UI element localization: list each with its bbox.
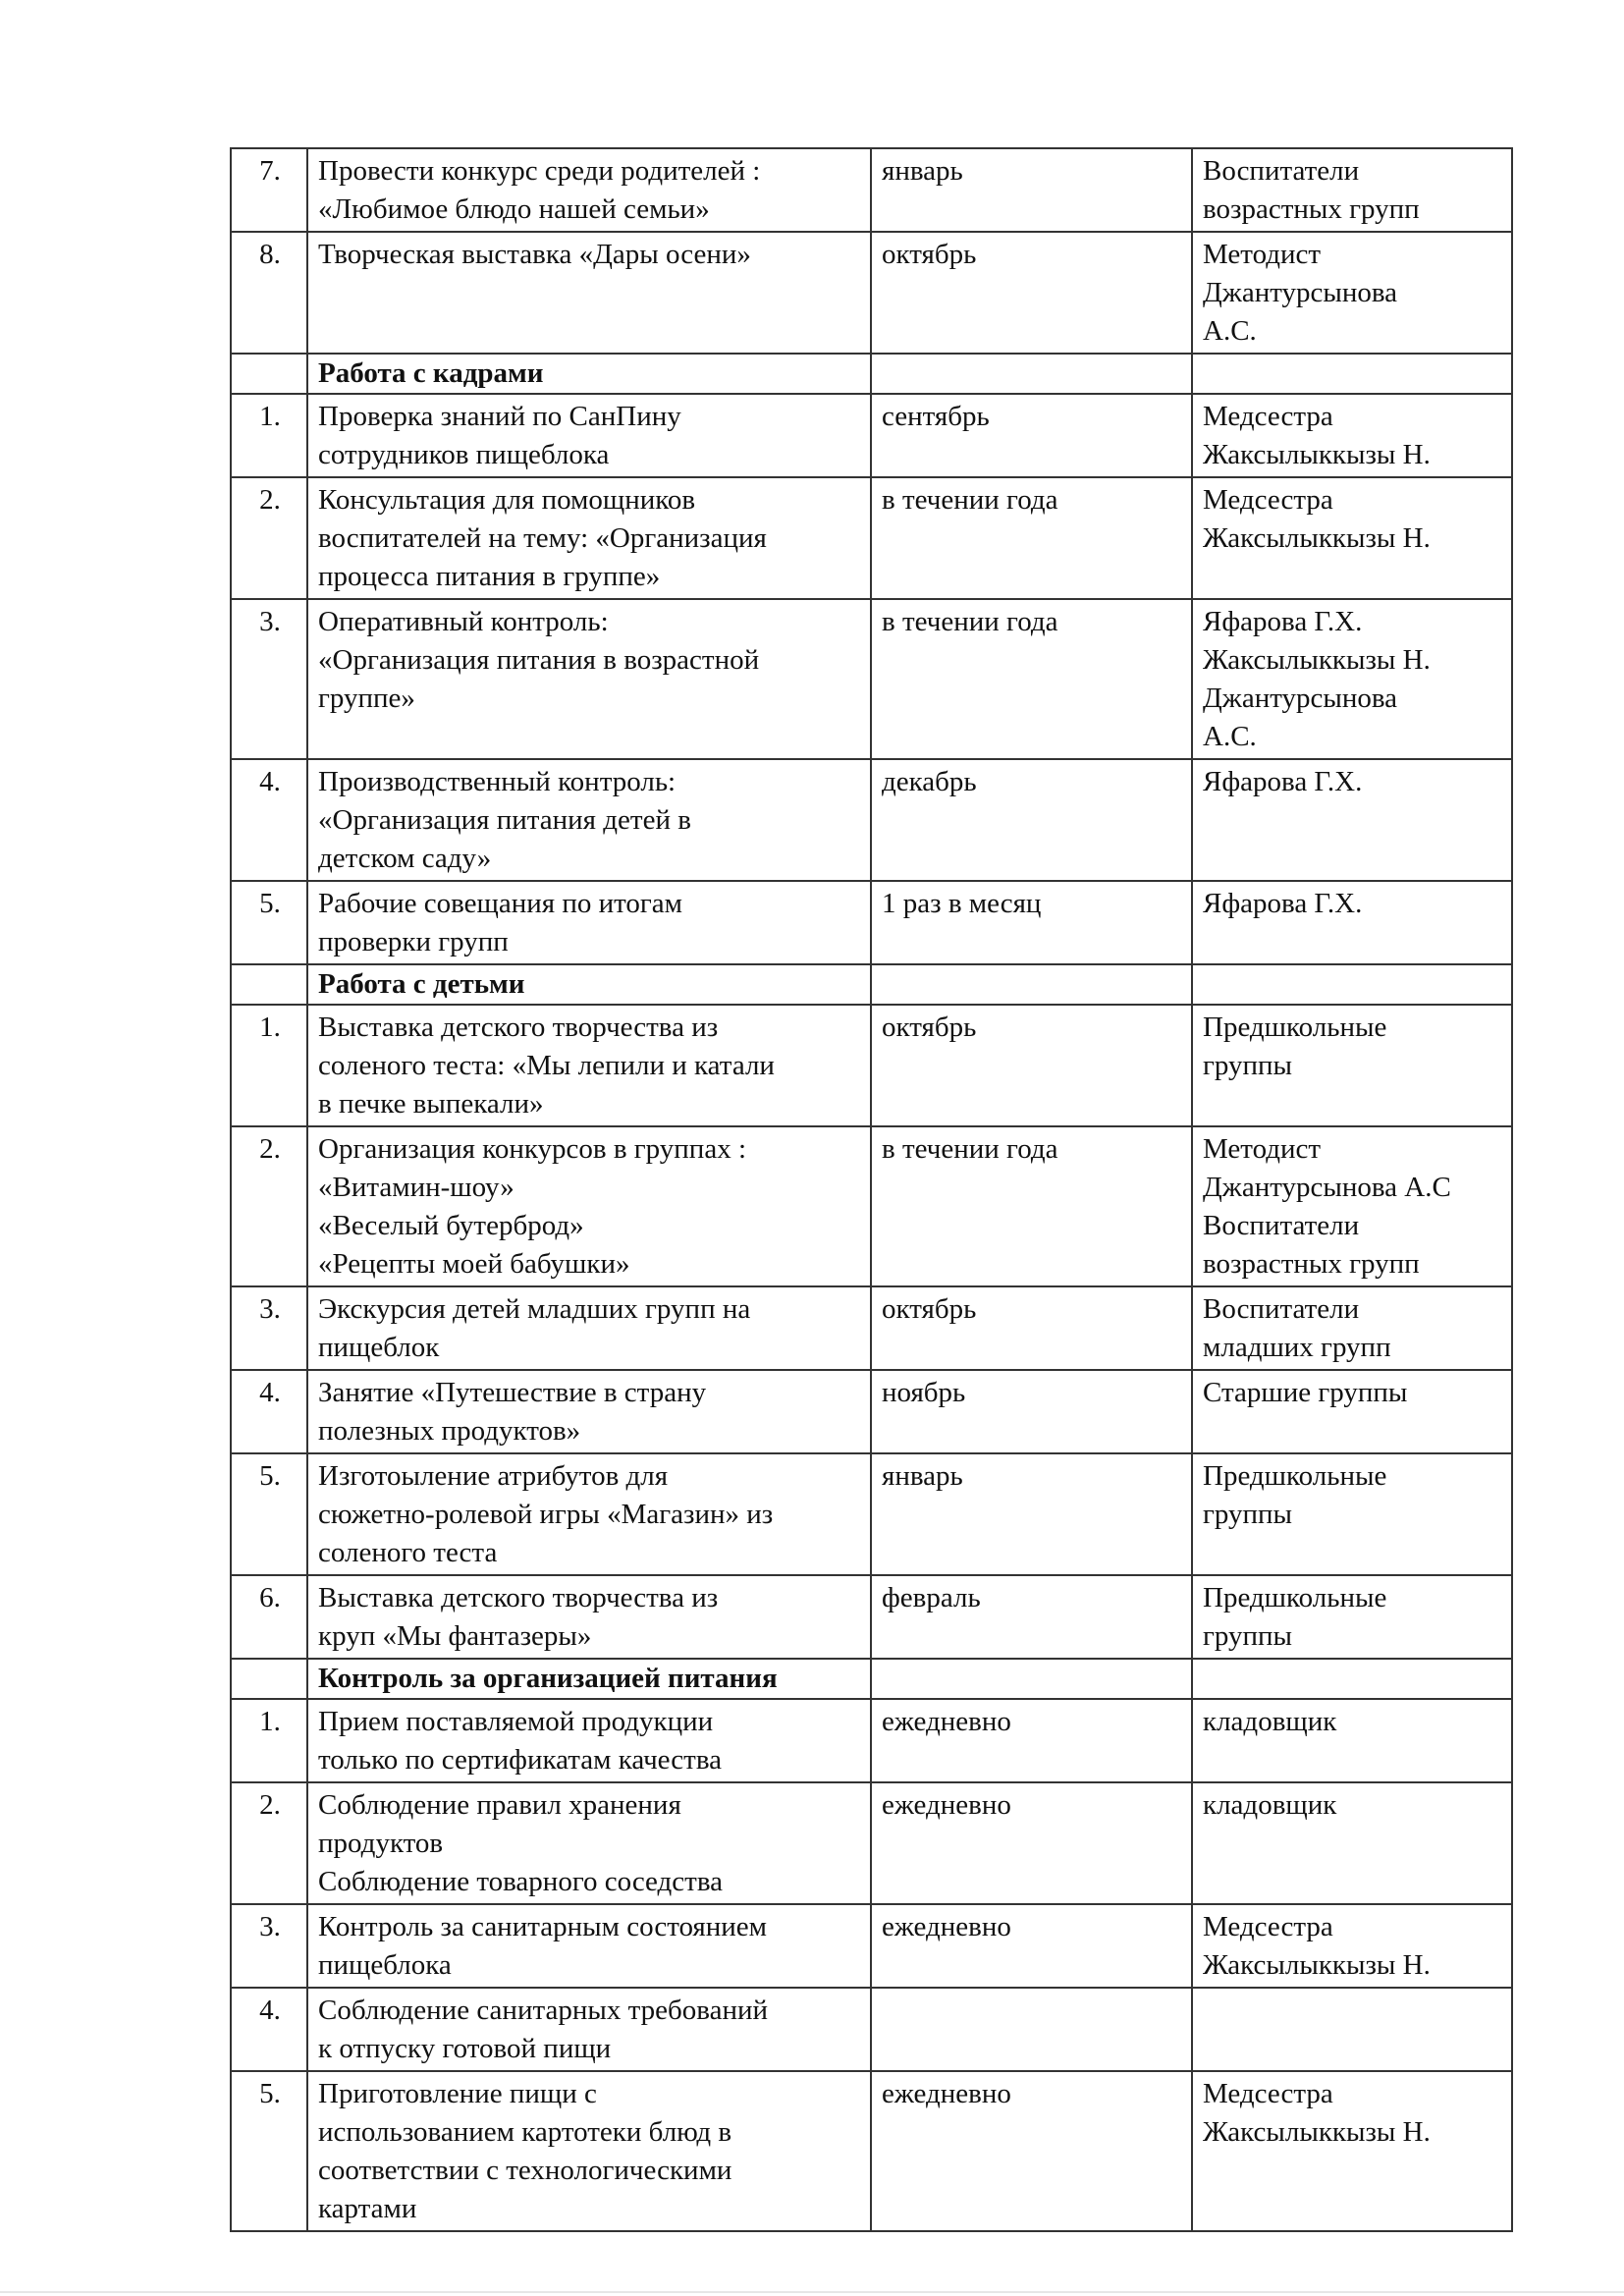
activity-cell: Выставка детского творчества из круп «Мы фантазеры» <box>307 1575 871 1659</box>
table-row <box>231 394 1512 477</box>
plan-table-body <box>231 148 1512 2231</box>
row-number <box>231 354 307 394</box>
table-row <box>231 599 1512 759</box>
activity-cell: Производственный контроль: «Организация питания детей в детском саду» <box>307 759 871 881</box>
term-cell: ежедневно <box>871 1699 1192 1782</box>
term-cell: ежедневно <box>871 1782 1192 1904</box>
row-number: 3. <box>231 1904 307 1988</box>
row-number: 7. <box>231 148 307 232</box>
activity-cell: Экскурсия детей младших групп на пищеблок <box>307 1286 871 1370</box>
term-cell: октябрь <box>871 232 1192 354</box>
responsible-cell <box>1192 354 1512 394</box>
term-cell: в течении года <box>871 599 1192 759</box>
section-header-row <box>231 1659 1512 1699</box>
table-row <box>231 2071 1512 2231</box>
table-row <box>231 1988 1512 2071</box>
activity-cell: Прием поставляемой продукции только по сертификатам качества <box>307 1699 871 1782</box>
term-cell: ноябрь <box>871 1370 1192 1453</box>
term-cell: январь <box>871 1453 1192 1575</box>
row-number: 5. <box>231 2071 307 2231</box>
term-cell: ежедневно <box>871 1904 1192 1988</box>
table-row <box>231 1453 1512 1575</box>
activity-cell: Занятие «Путешествие в страну полезных продуктов» <box>307 1370 871 1453</box>
section-header-row <box>231 964 1512 1005</box>
section-title: Работа с кадрами <box>307 354 871 394</box>
term-cell <box>871 964 1192 1005</box>
responsible-cell: Яфарова Г.Х. <box>1192 881 1512 964</box>
activity-cell: Соблюдение санитарных требований к отпуску готовой пищи <box>307 1988 871 2071</box>
activity-cell: Контроль за санитарным состоянием пищеблока <box>307 1904 871 1988</box>
row-number: 2. <box>231 1126 307 1286</box>
table-row <box>231 1575 1512 1659</box>
responsible-cell: Предшкольные группы <box>1192 1453 1512 1575</box>
term-cell: в течении года <box>871 1126 1192 1286</box>
activity-cell: Проверка знаний по СанПину сотрудников пищеблока <box>307 394 871 477</box>
row-number: 1. <box>231 394 307 477</box>
term-cell: октябрь <box>871 1286 1192 1370</box>
activity-cell: Соблюдение правил хранения продуктов Соблюдение товарного соседства <box>307 1782 871 1904</box>
responsible-cell: Медсестра Жаксылыккызы Н. <box>1192 477 1512 599</box>
responsible-cell: Яфарова Г.Х. <box>1192 759 1512 881</box>
section-header-row <box>231 354 1512 394</box>
responsible-cell: Предшкольные группы <box>1192 1575 1512 1659</box>
row-number: 3. <box>231 599 307 759</box>
row-number: 3. <box>231 1286 307 1370</box>
table-row <box>231 1126 1512 1286</box>
table-row <box>231 232 1512 354</box>
table-row <box>231 477 1512 599</box>
responsible-cell <box>1192 964 1512 1005</box>
table-row <box>231 1286 1512 1370</box>
row-number <box>231 964 307 1005</box>
table-row <box>231 759 1512 881</box>
responsible-cell: кладовщик <box>1192 1699 1512 1782</box>
row-number: 4. <box>231 1988 307 2071</box>
table-row <box>231 1005 1512 1126</box>
activity-cell: Оперативный контроль: «Организация питания в возрастной группе» <box>307 599 871 759</box>
responsible-cell: Методист Джантурсынова А.С Воспитатели возрастных групп <box>1192 1126 1512 1286</box>
responsible-cell: кладовщик <box>1192 1782 1512 1904</box>
row-number <box>231 1659 307 1699</box>
activity-cell: Изготоыление атрибутов для сюжетно-ролевой игры «Магазин» из соленого теста <box>307 1453 871 1575</box>
responsible-cell <box>1192 1659 1512 1699</box>
activity-cell: Консультация для помощников воспитателей на тему: «Организация процесса питания в группе» <box>307 477 871 599</box>
term-cell: январь <box>871 148 1192 232</box>
activity-cell: Рабочие совещания по итогам проверки групп <box>307 881 871 964</box>
term-cell: октябрь <box>871 1005 1192 1126</box>
table-row <box>231 148 1512 232</box>
row-number: 8. <box>231 232 307 354</box>
term-cell <box>871 354 1192 394</box>
activity-cell: Приготовление пищи с использованием картотеки блюд в соответствии с технологическими картами <box>307 2071 871 2231</box>
term-cell: 1 раз в месяц <box>871 881 1192 964</box>
term-cell: сентябрь <box>871 394 1192 477</box>
row-number: 4. <box>231 759 307 881</box>
responsible-cell <box>1192 1988 1512 2071</box>
activity-cell: Выставка детского творчества из соленого теста: «Мы лепили и катали в печке выпекали» <box>307 1005 871 1126</box>
responsible-cell: Старшие группы <box>1192 1370 1512 1453</box>
table-row <box>231 1782 1512 1904</box>
responsible-cell: Воспитатели возрастных групп <box>1192 148 1512 232</box>
activity-cell: Организация конкурсов в группах : «Витамин-шоу» «Веселый бутерброд» «Рецепты моей бабушки» <box>307 1126 871 1286</box>
responsible-cell: Яфарова Г.Х. Жаксылыккызы Н. Джантурсынова А.С. <box>1192 599 1512 759</box>
row-number: 1. <box>231 1699 307 1782</box>
section-title: Работа с детьми <box>307 964 871 1005</box>
row-number: 2. <box>231 1782 307 1904</box>
responsible-cell: Медсестра Жаксылыккызы Н. <box>1192 1904 1512 1988</box>
row-number: 6. <box>231 1575 307 1659</box>
activity-cell: Провести конкурс среди родителей : «Любимое блюдо нашей семьи» <box>307 148 871 232</box>
row-number: 1. <box>231 1005 307 1126</box>
responsible-cell: Методист Джантурсынова А.С. <box>1192 232 1512 354</box>
table-row <box>231 1699 1512 1782</box>
table-row <box>231 881 1512 964</box>
term-cell: ежедневно <box>871 2071 1192 2231</box>
table-row <box>231 1904 1512 1988</box>
row-number: 2. <box>231 477 307 599</box>
responsible-cell: Медсестра Жаксылыккызы Н. <box>1192 394 1512 477</box>
scan-edge <box>0 2291 1624 2293</box>
row-number: 5. <box>231 1453 307 1575</box>
term-cell: в течении года <box>871 477 1192 599</box>
section-title: Контроль за организацией питания <box>307 1659 871 1699</box>
row-number: 4. <box>231 1370 307 1453</box>
term-cell <box>871 1659 1192 1699</box>
activity-cell: Творческая выставка «Дары осени» <box>307 232 871 354</box>
table-row <box>231 1370 1512 1453</box>
row-number: 5. <box>231 881 307 964</box>
responsible-cell: Медсестра Жаксылыккызы Н. <box>1192 2071 1512 2231</box>
responsible-cell: Воспитатели младших групп <box>1192 1286 1512 1370</box>
responsible-cell: Предшкольные группы <box>1192 1005 1512 1126</box>
term-cell: февраль <box>871 1575 1192 1659</box>
term-cell <box>871 1988 1192 2071</box>
plan-table <box>230 147 1513 2232</box>
term-cell: декабрь <box>871 759 1192 881</box>
